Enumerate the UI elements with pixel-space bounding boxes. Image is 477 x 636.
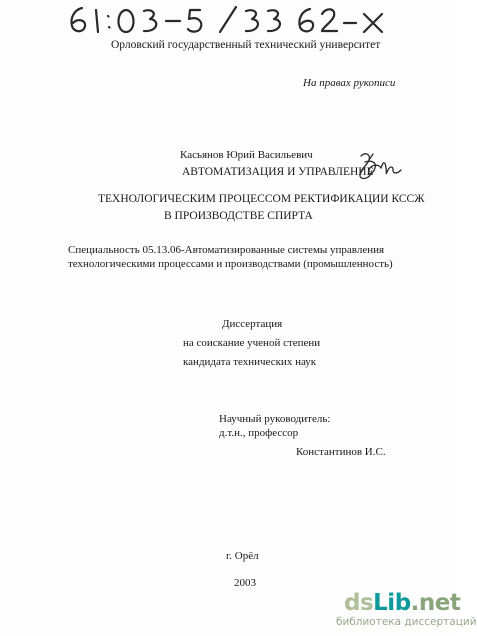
author-name: Касьянов Юрий Васильевич <box>180 149 313 161</box>
supervisor-title: д.т.н., профессор <box>219 427 299 439</box>
watermark-logo-lib: Lib <box>373 590 411 616</box>
specialty-line-2: технологическими процессами и производствами (промышленность) <box>68 258 393 270</box>
handwritten-archive-number <box>60 2 400 36</box>
watermark <box>336 590 477 634</box>
watermark-logo-net: .net <box>410 590 461 616</box>
author-signature <box>355 150 407 184</box>
specialty-line-1: Специальность 05.13.06-Автоматизированные системы управления <box>68 244 385 256</box>
degree-purpose: на соискание ученой степени <box>183 337 321 349</box>
watermark-tagline: библиотека диссертаций <box>336 616 477 628</box>
university-name: Орловский государственный технический университет <box>111 39 381 51</box>
degree-name: кандидата технических наук <box>183 356 317 368</box>
watermark-logo-ds: ds <box>344 590 374 616</box>
degree-document-type: Диссертация <box>222 318 283 330</box>
thesis-title-line-2: ТЕХНОЛОГИЧЕСКИМ ПРОЦЕССОМ РЕКТИФИКАЦИИ КССЖ <box>98 193 425 205</box>
thesis-title-line-1: АВТОМАТИЗАЦИЯ И УПРАВЛЕНИЕ <box>182 166 374 178</box>
thesis-title-line-3: В ПРОИЗВОДСТВЕ СПИРТА <box>164 210 313 222</box>
supervisor-label: Научный руководитель: <box>219 413 331 425</box>
supervisor-name: Константинов И.С. <box>296 446 386 458</box>
watermark-logo <box>344 590 460 616</box>
city: г. Орёл <box>226 550 259 562</box>
manuscript-rights-note: На правах рукописи <box>303 77 396 89</box>
year: 2003 <box>234 577 256 589</box>
